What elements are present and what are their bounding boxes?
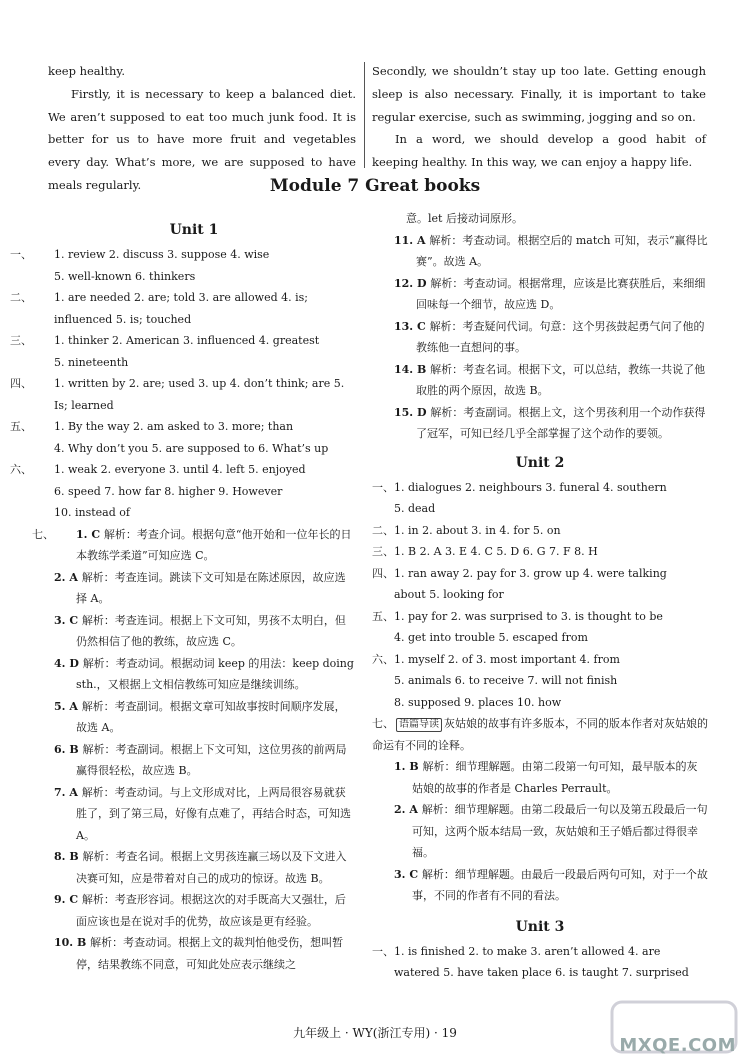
section-label: 二、 bbox=[10, 291, 32, 304]
unit-title: Unit 3 bbox=[515, 918, 565, 935]
answer-continuation: 意。let 后接动词原形。 bbox=[406, 212, 523, 225]
answer-line bbox=[372, 692, 708, 714]
explanation-text: 解析：考查连词。根据上下文可知，男孩不太明白，但仍然相信了他的教练，故应选 C。 bbox=[76, 613, 346, 648]
essay-paragraph: In a word, we should develop a good habit of keeping healthy. In this way, we can enjoy a happy life. bbox=[372, 132, 706, 170]
question-number: 3. C bbox=[54, 613, 82, 627]
explanation-text: 解析：考查动词。根据空后的 match 可知，表示“赢得比赛”。故选 A。 bbox=[416, 233, 708, 268]
answer-line bbox=[372, 962, 708, 984]
section-label: 五、 bbox=[372, 609, 394, 623]
question-number: 9. C bbox=[54, 893, 82, 906]
answer-text: 6. speed 7. how far 8. higher 9. However bbox=[54, 484, 283, 498]
answer-line bbox=[10, 373, 356, 416]
answer-text: 1. myself 2. of 3. most important 4. from bbox=[394, 652, 620, 666]
answer-line bbox=[32, 266, 356, 288]
question-number: 4. D bbox=[54, 656, 83, 670]
question-number: 6. B bbox=[54, 742, 83, 756]
answer-text: 1. thinker 2. American 3. influenced 4. greatest bbox=[54, 334, 320, 347]
question-explanation bbox=[32, 524, 356, 567]
section-label: 二、 bbox=[372, 523, 394, 537]
question-number: 8. B bbox=[54, 850, 83, 863]
answer-text: watered 5. have taken place 6. is taught 7. surprised bbox=[394, 966, 689, 979]
explanation-text: 解析：考查名词。根据下文，可以总结，教练一共说了他取胜的两个原因，故选 B。 bbox=[416, 362, 706, 397]
answer-line bbox=[372, 941, 708, 963]
explanation-text: 解析：细节理解题。由第二段最后一句以及第五段最后一句可知，这两个版本结局一致，灰姑娘和王子婚后都过得很幸福。 bbox=[412, 803, 708, 859]
essay-paragraph: Secondly, we shouldn’t stay up too late. Getting enough sleep is also necessary. Finally, it is important to take regular exercise, such as swimming, jogging and so on. bbox=[372, 64, 706, 124]
unit1-section bbox=[10, 222, 356, 975]
section-label: 一、 bbox=[372, 944, 394, 958]
question-explanation bbox=[32, 932, 356, 975]
answer-line bbox=[372, 477, 708, 499]
explanation-text: 解析：考查形容词。根据这次的对手既高大又强壮，后面应该也是在说对手的优势，故应该是更有经验。 bbox=[76, 893, 346, 928]
question-explanation bbox=[32, 739, 356, 782]
answer-line bbox=[10, 244, 356, 266]
answer-line bbox=[372, 498, 708, 520]
answer-line bbox=[372, 584, 708, 606]
explanation-text: 解析：考查动词。根据上文的裁判怕他受伤，想叫暂停，结果教练不同意，可知此处应表示继续之 bbox=[76, 936, 344, 971]
section-label: 一、 bbox=[10, 248, 32, 261]
question-explanation bbox=[372, 230, 708, 273]
question-explanation bbox=[32, 696, 356, 739]
unit-title: Unit 2 bbox=[515, 454, 565, 471]
essay-paragraph: Firstly, it is necessary to keep a balanced diet. We aren’t supposed to eat too much junk food. It is better for us to have more fruit and vegetables every day. What’s more, we are supposed to have meals regularly. bbox=[48, 86, 356, 192]
page-footer: 九年级上 · WY(浙江专用) · 19 bbox=[293, 1026, 457, 1040]
question-explanation bbox=[372, 359, 708, 402]
unit-title: Unit 1 bbox=[169, 222, 219, 238]
question-number: 2. A bbox=[54, 570, 82, 584]
answer-text: 1. dialogues 2. neighbours 3. funeral 4. southern bbox=[394, 480, 667, 494]
answer-line bbox=[372, 541, 708, 563]
answer-line bbox=[10, 416, 356, 438]
question-number: 2. A bbox=[394, 803, 422, 816]
explanation-text: 解析：细节理解题。由最后一段最后两句可知，对于一个故事，不同的作者有不同的看法。 bbox=[412, 867, 708, 902]
answer-text: 1. review 2. discuss 3. suppose 4. wise bbox=[54, 248, 270, 261]
question-explanation bbox=[372, 799, 708, 864]
answer-line bbox=[32, 352, 356, 374]
question-number: 7. A bbox=[54, 785, 82, 799]
question-number: 1. B bbox=[394, 760, 423, 773]
question-explanation bbox=[372, 756, 708, 799]
answer-line bbox=[32, 481, 356, 503]
explanation-text: 解析：考查名词。根据上文男孩连赢三场以及下文进入决赛可知，应是带着对自己的成功的惊讶。故选 B。 bbox=[76, 850, 347, 885]
answer-line bbox=[32, 438, 356, 460]
explanation-text: 解析：考查动词。与上文形成对比，上两局很容易就获胜了，到了第三局，好像有点难了，再结合时态，可知选 A。 bbox=[76, 785, 351, 842]
answer-text: 1. is finished 2. to make 3. aren’t allowed 4. are bbox=[394, 944, 661, 958]
answer-line bbox=[10, 330, 356, 352]
answer-line bbox=[32, 502, 356, 524]
answer-text: 1. weak 2. everyone 3. until 4. left 5. enjoyed bbox=[54, 463, 306, 476]
answer-line bbox=[372, 670, 708, 692]
watermark-text: MXQE.COM bbox=[619, 1035, 736, 1056]
answer-line bbox=[372, 627, 708, 649]
question-explanation bbox=[372, 864, 708, 907]
answer-text: 5. dead bbox=[394, 502, 436, 515]
section-label: 一、 bbox=[372, 480, 394, 494]
question-number: 1. C bbox=[76, 527, 104, 541]
reading-intro bbox=[372, 713, 708, 756]
answer-line bbox=[372, 649, 708, 671]
question-explanation bbox=[32, 782, 356, 847]
question-explanation bbox=[372, 402, 708, 445]
answer-line bbox=[372, 520, 708, 542]
question-number: 14. B bbox=[394, 362, 431, 376]
explanation-text: 解析：考查副词。根据上下文可知，这位男孩的前两局赢得很轻松，故应选 B。 bbox=[76, 742, 347, 777]
answer-text: 1. By the way 2. am asked to 3. more; than bbox=[54, 420, 294, 433]
explanation-text: 解析：考查动词。根据常理，应该是比赛获胜后，来细细回味每一个细节，故应选 D。 bbox=[416, 276, 706, 311]
answer-text: 5. well-known 6. thinkers bbox=[54, 269, 196, 283]
question-number: 15. D bbox=[394, 405, 431, 419]
column-divider bbox=[364, 62, 365, 168]
essay-paragraph: keep healthy. bbox=[48, 64, 125, 78]
answer-text: 1. in 2. about 3. in 4. for 5. on bbox=[394, 523, 561, 537]
unit1-continued bbox=[372, 208, 708, 984]
question-explanation bbox=[372, 316, 708, 359]
answer-text: 10. instead of bbox=[54, 506, 130, 519]
explanation-text: 解析：考查连词。跳读下文可知是在陈述原因，故应选择 A。 bbox=[76, 570, 346, 605]
answer-text: 4. get into trouble 5. escaped from bbox=[394, 631, 588, 644]
question-explanation bbox=[32, 846, 356, 889]
answer-line bbox=[10, 287, 356, 330]
answer-text: 1. B 2. A 3. E 4. C 5. D 6. G 7. F 8. H bbox=[394, 545, 598, 558]
question-explanation bbox=[372, 273, 708, 316]
explanation-text: 解析：考查副词。根据上文，这个男孩利用一个动作获得了冠军，可知已经几乎全部掌握了这个动作的要领。 bbox=[416, 405, 706, 440]
answer-line bbox=[10, 459, 356, 481]
reading-intro-text: 灰姑娘的故事有许多版本，不同的版本作者对灰姑娘的命运有不同的诠释。 bbox=[372, 717, 708, 752]
answer-text: 1. written by 2. are; used 3. up 4. don’t think; are 5. Is; learned bbox=[54, 377, 345, 412]
question-number: 10. B bbox=[54, 936, 91, 949]
section-label: 六、 bbox=[10, 463, 32, 476]
explanation-text: 解析：考查疑问代词。句意：这个男孩鼓起勇气问了他的教练他一直想问的事。 bbox=[416, 319, 705, 354]
section-label: 五、 bbox=[10, 420, 32, 433]
answer-text: 5. nineteenth bbox=[54, 355, 129, 369]
answer-line bbox=[372, 563, 708, 585]
explanation-text: 解析：考查副词。根据文章可知故事按时间顺序发展，故选 A。 bbox=[76, 699, 346, 734]
section-label: 七、 bbox=[32, 527, 54, 541]
answer-line bbox=[372, 606, 708, 628]
answer-text: 1. pay for 2. was surprised to 3. is thought to be bbox=[394, 609, 663, 623]
section-label: 四、 bbox=[10, 377, 32, 390]
section-label: 六、 bbox=[372, 652, 394, 666]
module-title: Module 7 Great books bbox=[269, 176, 481, 196]
essay-right-column bbox=[372, 60, 706, 174]
section-label: 三、 bbox=[10, 334, 32, 347]
question-number: 12. D bbox=[394, 276, 431, 290]
question-number: 11. A bbox=[394, 233, 430, 247]
answer-text: 8. supposed 9. places 10. how bbox=[394, 695, 562, 709]
explanation-text: 解析：考查动词。根据动词 keep 的用法：keep doing sth.，又根据上文相信教练可知应是继续训练。 bbox=[76, 656, 354, 691]
section-label: 七、 bbox=[372, 717, 394, 730]
answer-text: 4. Why don’t you 5. are supposed to 6. What’s up bbox=[54, 441, 329, 455]
section-label: 四、 bbox=[372, 566, 394, 580]
question-explanation bbox=[32, 610, 356, 653]
answer-text: 5. animals 6. to receive 7. will not finish bbox=[394, 674, 618, 687]
question-number: 3. C bbox=[394, 867, 422, 881]
reading-guide-tag: 语篇导读 bbox=[396, 718, 442, 732]
answer-text: 1. are needed 2. are; told 3. are allowed 4. is; influenced 5. is; touched bbox=[54, 291, 308, 326]
section-label: 三、 bbox=[372, 545, 394, 558]
question-number: 13. C bbox=[394, 319, 430, 333]
question-explanation bbox=[32, 653, 356, 696]
question-explanation bbox=[32, 889, 356, 932]
explanation-text: 解析：细节理解题。由第二段第一句可知，最早版本的灰姑娘的故事的作者是 Charles Perrault。 bbox=[412, 760, 698, 795]
question-explanation bbox=[32, 567, 356, 610]
explanation-text: 解析：考查介词。根据句意“他开始和一位年长的日本教练学柔道”可知应选 C。 bbox=[76, 527, 352, 562]
answer-text: 1. ran away 2. pay for 3. grow up 4. were talking bbox=[394, 566, 667, 580]
answer-text: about 5. looking for bbox=[394, 588, 504, 601]
question-number: 5. A bbox=[54, 699, 82, 713]
